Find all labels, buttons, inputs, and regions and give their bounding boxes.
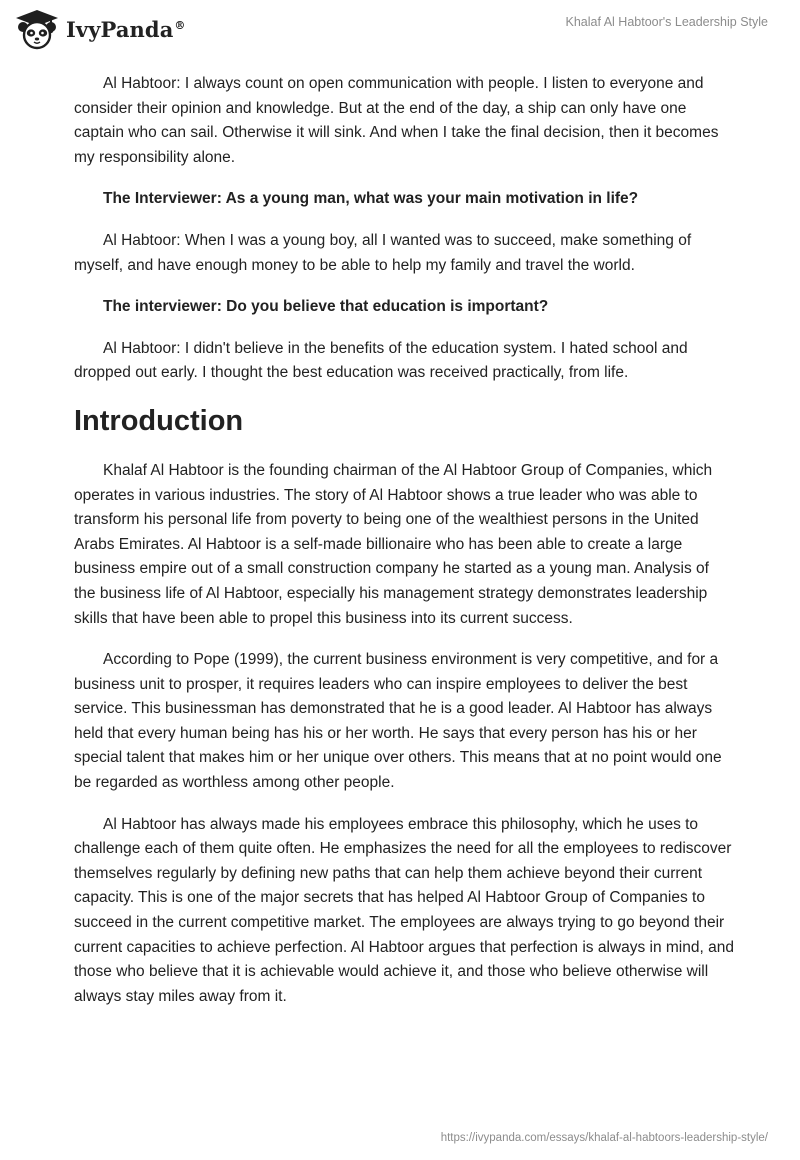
intro-paragraph-2: According to Pope (1999), the current business environment is very competitive, and for a business unit to prosper, it requires leaders who can inspire employees to deliver the best service. This businessman has demonstrated that he is a good leader. Al Habtoor has always held that every human being has his or her worth. He says that every person has his or her special talent that makes him or her unique over others. This means that at no point would one be regarded as worthless among other people. — [74, 651, 722, 792]
interview-answer-2: Al Habtoor: When I was a young boy, all I wanted was to succeed, make something of myself, and have enough money to be able to help my family and travel the world. — [74, 231, 692, 274]
interview-answer-3: Al Habtoor: I didn't believe in the benefits of the education system. I hated school and dropped out early. I thought the best education was received practically, from life. — [74, 339, 688, 382]
document-title: Khalaf Al Habtoor's Leadership Style — [565, 15, 768, 29]
registered-mark: ® — [174, 18, 186, 32]
interview-answer-1: Al Habtoor: I always count on open communication with people. I listen to everyone and consider their opinion and knowledge. But at the end of the day, a ship can only have one captain who can sail. Otherwise it will sink. And when I take the final decision, then it becomes my responsibility alone. — [74, 75, 719, 166]
page-header — [0, 0, 800, 60]
source-url[interactable]: https://ivypanda.com/essays/khalaf-al-habtoors-leadership-style/ — [440, 1132, 768, 1144]
brand-name: IvyPanda® — [66, 16, 186, 42]
ivypanda-logo[interactable] — [14, 8, 186, 50]
interview-question-1: The Interviewer: As a young man, what was your main motivation in life? — [103, 190, 639, 208]
intro-paragraph-1: Khalaf Al Habtoor is the founding chairman of the Al Habtoor Group of Companies, which operates in various industries. The story of Al Habtoor shows a true leader who was able to transform his personal life from poverty to being one of the wealthiest persons in the United Arabs Emirates. Al Habtoor is a self-made billionaire who has been able to create a large business empire out of a small construction company he started as a young man. Analysis of the business life of Al Habtoor, especially his management strategy demonstrates leadership skills that have been able to propel this business into its current success. — [74, 461, 713, 627]
section-heading: Introduction — [74, 404, 244, 437]
interview-question-2: The interviewer: Do you believe that education is important? — [103, 298, 549, 316]
essay-body — [74, 72, 734, 1009]
intro-paragraph-3: Al Habtoor has always made his employees embrace this philosophy, which he uses to challenge each of them quite often. He emphasizes the need for all the employees to rediscover themselves regularly by defining new paths that can help them achieve beyond their current capacity. This is one of the major secrets that has helped Al Habtoor Group of Companies to succeed in the current competitive market. The employees are always trying to go beyond their current capacities to achieve perfection. Al Habtoor argues that perfection is always in mind, and those who believe that it is achievable would achieve it, and those who believe otherwise will always stay miles away from it. — [74, 815, 734, 1005]
panda-icon — [14, 8, 60, 50]
